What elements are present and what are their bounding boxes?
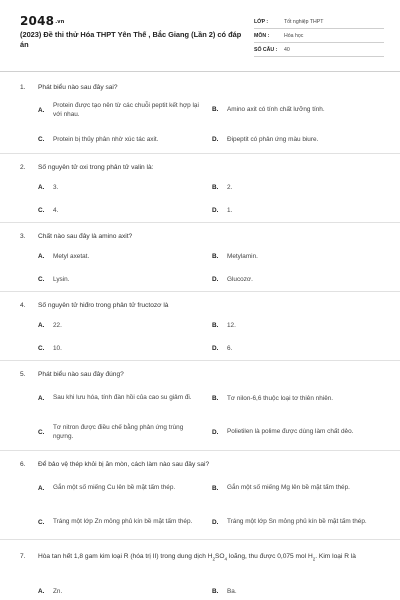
option-c[interactable]: C. 4. — [38, 207, 59, 215]
option-a[interactable]: A. 22. — [38, 322, 62, 330]
question-separator — [0, 360, 400, 361]
option-c[interactable]: C. Lysin. — [38, 276, 70, 284]
meta-row-count: SỐ CÂU : 40 — [254, 43, 384, 57]
question-number: 6. — [20, 461, 26, 468]
exam-meta — [254, 15, 384, 57]
option-b[interactable]: B. Amino axit có tính chất lưỡng tính. — [212, 106, 325, 114]
option-c[interactable]: C. Protein bị thủy phân nhờ xúc tác axit. — [38, 136, 159, 144]
site-logo[interactable]: 2048.vn — [20, 14, 65, 28]
option-a[interactable]: A. 3. — [38, 184, 59, 192]
option-a[interactable]: A. Gắn một số miếng Cu lên bề mặt tấm thép. — [38, 484, 176, 492]
option-b[interactable]: B. Metylamin. — [212, 253, 258, 261]
option-d[interactable]: D. Đipeptit có phản ứng màu biure. — [212, 136, 319, 144]
option-d[interactable]: D. 1. — [212, 207, 233, 215]
question-text: Phát biểu nào sau đây sai? — [38, 84, 118, 91]
question-separator — [0, 222, 400, 223]
header-divider — [0, 71, 400, 72]
question-number: 5. — [20, 371, 26, 378]
question-number: 7. — [20, 553, 26, 560]
question-separator — [0, 153, 400, 154]
exam-header — [0, 0, 400, 68]
option-b[interactable]: B. 2. — [212, 184, 233, 192]
option-b[interactable]: B. Tơ nilon-6,6 thuộc loại tơ thiên nhiên. — [212, 395, 334, 403]
option-a[interactable]: A. Zn. — [38, 588, 63, 596]
meta-row-class: LỚP : Tốt nghiệp THPT — [254, 15, 384, 29]
option-a[interactable]: A. Protein được tạo nên từ các chuỗi peptit kết hợp lại với nhau. — [38, 101, 199, 118]
question-text: Để bảo vệ thép khỏi bị ăn mòn, cách làm nào sau đây sai? — [38, 461, 210, 468]
question-text: Số nguyên tử hiđro trong phân tử fructozơ là — [38, 302, 169, 309]
question-number: 2. — [20, 164, 26, 171]
option-d[interactable]: D. Polietilen là polime được dùng làm chất dẻo. — [212, 428, 354, 436]
option-c[interactable]: C. Tơ nitron được điều chế bằng phản ứng trùng ngưng. — [38, 423, 184, 440]
option-c[interactable]: C. 10. — [38, 345, 62, 353]
option-a[interactable]: A. Sau khi lưu hóa, tính đàn hồi của cao su giảm đi. — [38, 394, 192, 402]
question-separator — [0, 539, 400, 540]
question-separator — [0, 450, 400, 451]
question-text: Chất nào sau đây là amino axit? — [38, 233, 133, 240]
meta-row-subject: MÔN : Hóa học — [254, 29, 384, 43]
question-text: Số nguyên tử oxi trong phân tử valin là: — [38, 164, 154, 171]
option-d[interactable]: D. 6. — [212, 345, 233, 353]
question-text: Hòa tan hết 1,8 gam kim loại R (hóa trị II) trong dung dịch $H_2SO_4$ loãng, thu được 0,075 mol $H_2$. Kim loại R là — [38, 553, 356, 562]
question-text: Phát biểu nào sau đây đúng? — [38, 371, 124, 378]
option-a[interactable]: A. Metyl axetat. — [38, 253, 90, 261]
question-separator — [0, 291, 400, 292]
option-b[interactable]: B. Gắn một số miếng Mg lên bề mặt tấm thép. — [212, 484, 350, 492]
option-d[interactable]: D. Glucozơ. — [212, 276, 253, 284]
option-b[interactable]: B. Ba. — [212, 588, 237, 596]
option-c[interactable]: C. Tráng một lớp Zn mỏng phủ kín bề mặt tấm thép. — [38, 518, 193, 526]
question-number: 1. — [20, 84, 26, 91]
question-number: 4. — [20, 302, 26, 309]
question-number: 3. — [20, 233, 26, 240]
exam-title: (2023) Đề thi thử Hóa THPT Yên Thế , Bắc Giang (Lần 2) có đáp án — [20, 30, 242, 49]
option-d[interactable]: D. Tráng một lớp Sn mỏng phủ kín bề mặt tấm thép. — [212, 518, 367, 526]
option-b[interactable]: B. 12. — [212, 322, 236, 330]
